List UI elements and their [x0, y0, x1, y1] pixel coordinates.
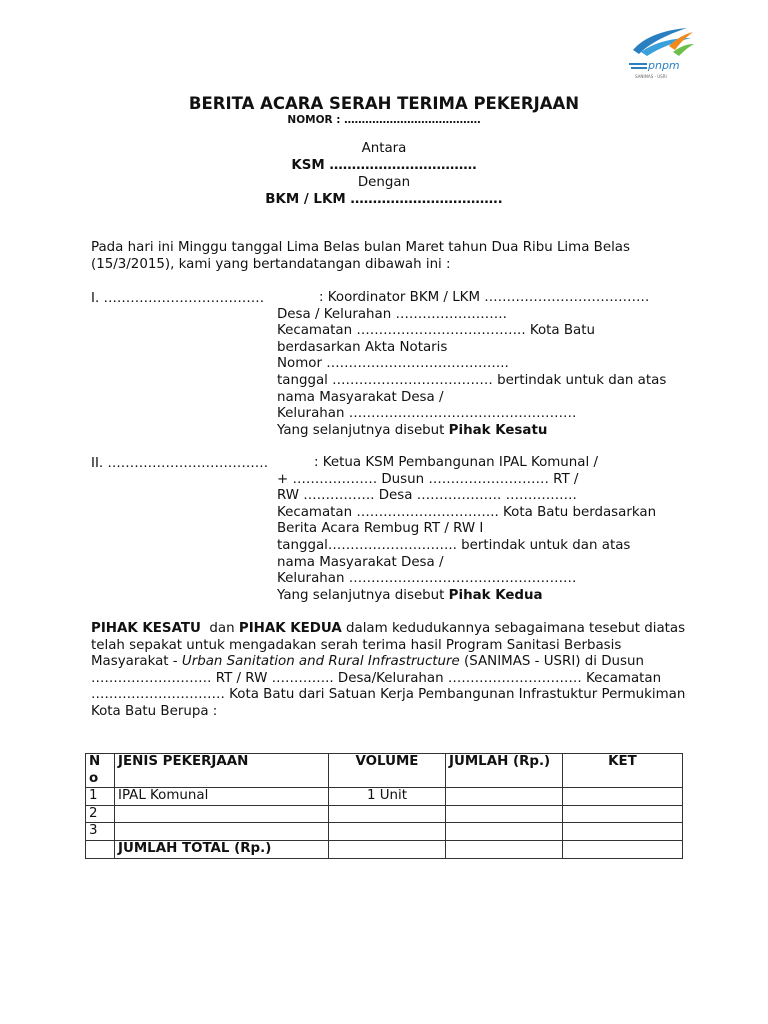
- row-ket: [563, 788, 683, 806]
- row-volume: 1 Unit: [329, 788, 446, 806]
- intro-paragraph: Pada hari ini Minggu tanggal Lima Belas bulan Maret tahun Dua Ribu Lima Belas (15/3/2015), kami yang bertandatangan dibawah ini :: [91, 240, 630, 272]
- pihak-kesatu-ref: PIHAK KESATU: [91, 621, 201, 636]
- document-title: BERITA ACARA SERAH TERIMA PEKERJAAN: [188, 94, 580, 113]
- party2-line: Kecamatan ………………………….. Kota Batu berdasarkan: [277, 504, 657, 520]
- party1-number: I. ………………………………: [91, 291, 265, 306]
- header-no: N o: [86, 754, 115, 788]
- party2-line: nama Masyarakat Desa /: [277, 554, 444, 570]
- row-volume: [329, 805, 446, 823]
- total-ket-cell: [563, 840, 683, 858]
- party1-line: berdasarkan Akta Notaris: [277, 339, 448, 355]
- party2-line: tanggal……………………….. bertindak untuk dan atas: [277, 537, 631, 553]
- ksm-line: KSM ……………………………: [291, 158, 477, 173]
- party2-line: + ………………. Dusun ……………………… RT /: [277, 471, 579, 487]
- row-jenis: [115, 805, 329, 823]
- table-row: [86, 823, 683, 841]
- party1-details: [277, 290, 666, 439]
- row-jenis: [115, 823, 329, 841]
- svg-text:SANIMAS - USRI: SANIMAS - USRI: [635, 74, 667, 79]
- party2-line: Kelurahan ……………………………………………: [277, 571, 577, 587]
- total-no-cell: [86, 840, 115, 858]
- work-table: [85, 753, 683, 859]
- agreement-text-cont: (SANIMAS - USRI) di Dusun ……………………… RT / RW ………….. Desa/Kelurahan ………………………… Kecamatan ………………………… Kota Batu dari Satuan Kerja Pembangunan Infrastuktur Permukiman Kota Batu Berupa :: [91, 654, 686, 719]
- agreement-text: dalam kedudukannya sebagaimana tesebut diatas telah sepakat untuk mengadakan serah terima hasil Program Sanitasi Berbasis Masyarakat -: [91, 621, 686, 670]
- row-jumlah: [446, 823, 563, 841]
- row-jumlah: [446, 788, 563, 806]
- table-row: [86, 788, 683, 806]
- row-ket: [563, 823, 683, 841]
- program-name: Urban Sanitation and Rural Infrastructure: [181, 654, 460, 670]
- party1-line: tanggal ……………………………… bertindak untuk dan atas: [277, 372, 667, 388]
- party1-role: : Koordinator BKM / LKM ……………………………….: [319, 290, 650, 305]
- party1-line: nama Masyarakat Desa /: [277, 389, 444, 405]
- party1-line: Nomor …………………………………..: [277, 356, 509, 372]
- row-ket: [563, 805, 683, 823]
- pihak-kedua-ref: PIHAK KEDUA: [238, 621, 342, 636]
- pihak-kedua-label: Pihak Kedua: [448, 587, 543, 603]
- header-volume: VOLUME: [329, 754, 446, 788]
- header-jenis: JENIS PEKERJAAN: [115, 754, 329, 788]
- dengan-label: Dengan: [357, 175, 411, 190]
- total-label: JUMLAH TOTAL (Rp.): [115, 840, 329, 858]
- row-jumlah: [446, 805, 563, 823]
- pnpm-logo: [625, 26, 695, 80]
- party2-closing: [277, 588, 656, 605]
- row-no: 3: [86, 823, 115, 841]
- agreement-paragraph: [91, 621, 691, 721]
- row-no: 2: [86, 805, 115, 823]
- party2-number: II. ………………………………: [91, 456, 269, 471]
- party1-line: Kelurahan ……………………………………………: [277, 406, 577, 422]
- table-header-row: [86, 754, 683, 788]
- party2-details: [277, 455, 656, 604]
- party2-line: Berita Acara Rembug RT / RW I: [277, 521, 484, 537]
- total-jumlah-cell: [446, 840, 563, 858]
- party1-closing-text: Yang selanjutnya disebut: [277, 422, 449, 438]
- party1-line: Kecamatan ……………………………….. Kota Batu: [277, 323, 595, 339]
- agreement-conj: dan: [200, 621, 239, 636]
- bkm-line: BKM / LKM …………………………….: [265, 192, 503, 207]
- total-volume-cell: [329, 840, 446, 858]
- pihak-kesatu-label: Pihak Kesatu: [448, 422, 548, 438]
- row-jenis: IPAL Komunal: [115, 788, 329, 806]
- table-total-row: [86, 840, 683, 858]
- party1-line: Desa / Kelurahan …………………….: [277, 306, 507, 322]
- header-jumlah: JUMLAH (Rp.): [446, 754, 563, 788]
- svg-text:pnpm: pnpm: [648, 59, 680, 72]
- party2-closing-text: Yang selanjutnya disebut: [277, 587, 449, 603]
- party2-role: : Ketua KSM Pembangunan IPAL Komunal /: [314, 455, 598, 470]
- header-ket: KET: [563, 754, 683, 788]
- nomor-line: NOMOR : …………………………………: [287, 114, 481, 126]
- row-no: 1: [86, 788, 115, 806]
- party2-line: RW ……………. Desa ………………. …………….: [277, 488, 577, 504]
- party1-closing: [277, 423, 666, 440]
- table-row: [86, 805, 683, 823]
- row-volume: [329, 823, 446, 841]
- antara-label: Antara: [361, 141, 407, 156]
